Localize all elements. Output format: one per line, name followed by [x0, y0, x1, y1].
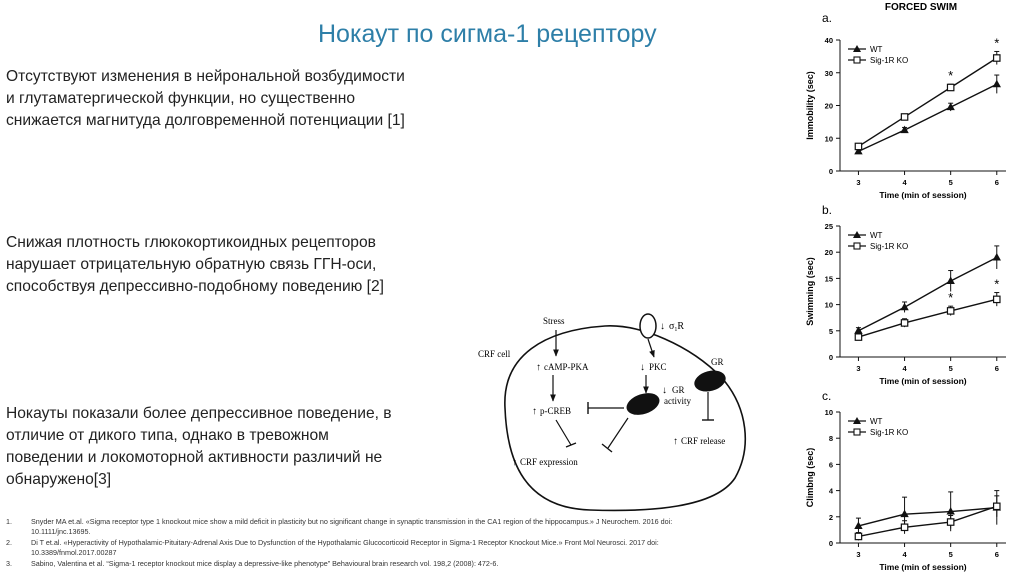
x-tick-label: 4: [902, 550, 907, 559]
series-line: [858, 257, 996, 330]
y-tick-label: 40: [824, 36, 833, 45]
y-tick-label: 8: [828, 434, 833, 444]
slide-title: Нокаут по сигма-1 рецептору: [318, 20, 657, 48]
pkc-label: PKC: [649, 362, 667, 372]
x-tick-label: 3: [856, 364, 861, 373]
paragraph-line: Отсутствуют изменения в нейрональной возбудимости: [6, 68, 405, 85]
x-tick-label: 6: [994, 178, 999, 187]
data-point: [993, 253, 1001, 261]
paragraph-line: способствуя депрессивно-подобному поведению [2]: [6, 278, 385, 295]
paragraph-line: отличие от дикого типа, однако в тревожном: [6, 427, 329, 444]
y-tick-label: 0: [828, 353, 833, 362]
x-tick-label: 4: [902, 364, 907, 373]
gr-activity-label: GR activity: [664, 385, 691, 406]
x-tick-label: 3: [856, 178, 861, 187]
legend-label: Sig-1R KO: [870, 428, 909, 437]
panel-label: c.: [822, 389, 832, 403]
legend-marker: [854, 429, 860, 435]
data-point: [994, 296, 1000, 302]
significance-marker: *: [994, 35, 1000, 51]
y-tick-label: 15: [824, 274, 833, 284]
paragraph-line: поведении и локомоторной активности различий не: [6, 449, 383, 466]
x-tick-label: 5: [948, 364, 953, 373]
reference-line: 10.1111/jnc.13695.: [31, 527, 91, 536]
reference-number: 1.: [6, 517, 12, 526]
panel-label: a.: [822, 11, 833, 25]
paragraph-line: нарушает отрицательную обратную связь ГГН-оси,: [6, 256, 377, 273]
y-axis-label: Immobility (sec): [805, 71, 815, 140]
y-tick-label: 10: [824, 134, 833, 144]
x-axis-label: Time (min of session): [879, 190, 967, 200]
x-tick-label: 6: [994, 364, 999, 373]
y-tick-label: 25: [824, 222, 833, 231]
y-tick-label: 5: [828, 326, 833, 336]
legend-marker: [854, 243, 860, 249]
sigma-down-arrow: ↓: [660, 321, 665, 332]
y-tick-label: 10: [824, 408, 833, 417]
paragraph-line: Нокауты показали более депрессивное поведение, в: [6, 405, 392, 422]
data-point: [994, 55, 1000, 61]
data-point: [994, 503, 1000, 509]
y-tick-label: 2: [828, 512, 833, 522]
paragraph-line: обнаружено[3]: [6, 471, 112, 488]
data-point: [901, 320, 907, 326]
pcreb-up-arrow: ↑: [532, 406, 537, 417]
y-tick-label: 20: [824, 248, 833, 258]
data-point: [855, 143, 861, 149]
y-tick-label: 20: [824, 101, 833, 111]
x-axis-label: Time (min of session): [879, 562, 967, 572]
data-point: [947, 519, 953, 525]
data-point: [901, 114, 907, 120]
series-line: [858, 508, 996, 526]
series-line: [858, 299, 996, 337]
crf-expression-label: CRF expression: [520, 457, 578, 467]
x-axis-label: Time (min of session): [879, 376, 967, 386]
reference-line: Snyder MA et.al. «Sigma receptor type 1 knockout mice show a mild deficit in plasticity but no significant change in synaptic transmission in the CA1 region of the hippocampus.» J Neurochem. 2016 doi:: [31, 517, 673, 526]
legend-label: WT: [870, 45, 883, 54]
data-point: [947, 84, 953, 90]
y-tick-label: 6: [828, 460, 833, 470]
stress-label: Stress: [543, 316, 565, 326]
y-axis-label: Swimming (sec): [805, 257, 815, 326]
crf-release-up-arrow: ↑: [673, 436, 678, 447]
pcreb-label: p-CREB: [540, 406, 572, 416]
crf-cell-label: CRF cell: [478, 349, 511, 359]
x-tick-label: 3: [856, 550, 861, 559]
y-tick-label: 10: [824, 300, 833, 310]
data-point: [900, 303, 908, 311]
significance-marker: *: [948, 68, 954, 84]
legend-label: Sig-1R KO: [870, 242, 909, 251]
series-line: [858, 58, 996, 146]
crf-release-label: CRF release: [681, 436, 726, 446]
paragraph-line: снижается магнитуда долговременной потенциации [1]: [6, 112, 405, 129]
y-tick-label: 30: [824, 68, 833, 78]
pkc-down-arrow: ↓: [640, 362, 645, 373]
figure-title: FORCED SWIM: [884, 2, 958, 13]
legend-marker: [854, 57, 860, 63]
data-point: [901, 524, 907, 530]
reference-line: Sabino, Valentina et al. “Sigma-1 receptor knockout mice display a depressive-like phenotype” Behavioural brain research vol. 198,2 (2008): 472-6.: [31, 559, 499, 568]
reference-line: 10.3389/fnmol.2017.00287: [31, 548, 117, 557]
legend-label: WT: [870, 231, 883, 240]
data-point: [947, 308, 953, 314]
gr-activity-down-arrow: ↓: [662, 385, 667, 396]
significance-marker: *: [994, 276, 1000, 292]
camp-up-arrow: ↑: [536, 362, 541, 373]
data-point: [993, 80, 1001, 88]
data-point: [855, 334, 861, 340]
x-tick-label: 6: [994, 550, 999, 559]
legend-label: Sig-1R KO: [870, 56, 909, 65]
y-tick-label: 0: [828, 167, 833, 176]
y-axis-label: Climbng (sec): [805, 447, 815, 508]
y-tick-label: 0: [828, 539, 833, 548]
crf-expression-up-arrow: ↑: [512, 457, 517, 468]
reference-number: 3.: [6, 559, 12, 568]
reference-number: 2.: [6, 538, 12, 547]
gr-label: GR: [711, 357, 724, 367]
sigma1-label: $\sigma_1R$: [669, 321, 685, 333]
reference-line: Di T et.al. «Hyperactivity of Hypothalamic-Pituitary-Adrenal Axis Due to Dysfunction of the Hypothalamic Glucocorticoid Receptor in Sigma-1 Receptor Knockout Mice.» Front Mol Neurosci. 2017 doi:: [31, 538, 659, 547]
x-tick-label: 5: [948, 178, 953, 187]
x-tick-label: 5: [948, 550, 953, 559]
legend-label: WT: [870, 417, 883, 426]
paragraph-line: и глутаматергической функции, но существенно: [6, 90, 356, 107]
x-tick-label: 4: [902, 178, 907, 187]
y-tick-label: 4: [828, 486, 833, 496]
significance-marker: *: [948, 290, 954, 306]
camp-label: cAMP-PKA: [544, 362, 589, 372]
series-line: [858, 84, 996, 151]
paragraph-line: Снижая плотность глюкокортикоидных рецепторов: [6, 234, 376, 251]
data-point: [855, 533, 861, 539]
panel-label: b.: [822, 203, 833, 217]
